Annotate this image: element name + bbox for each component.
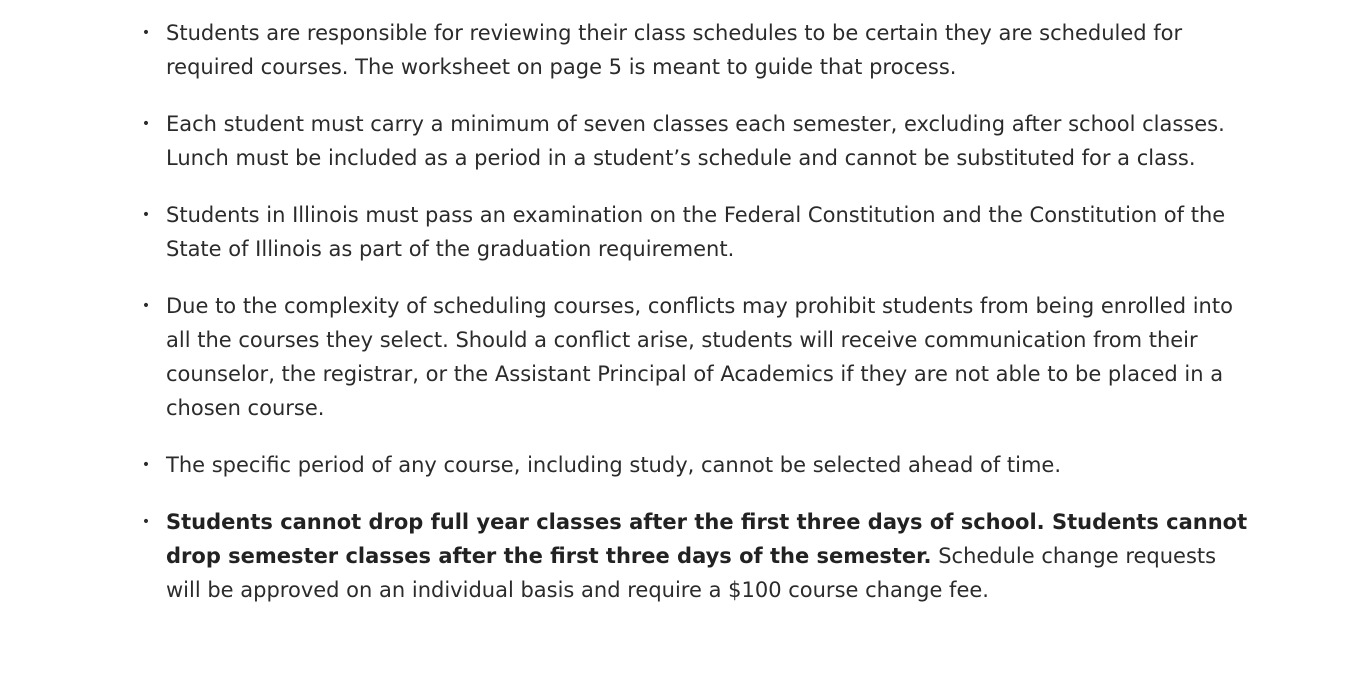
- bullet-icon: •: [141, 514, 151, 530]
- list-item: [140, 289, 1254, 425]
- scheduling-rules-list: [140, 16, 1254, 630]
- list-item-text: Each student must carry a minimum of seven classes each semester, excluding after school classes. Lunch must be included as a period in a student’s schedule and cannot be substituted for a class.: [166, 112, 1225, 170]
- list-item: [140, 16, 1254, 84]
- bullet-icon: •: [141, 116, 151, 132]
- list-item: [140, 107, 1254, 175]
- bullet-icon: •: [141, 25, 151, 41]
- list-item-text: Due to the complexity of scheduling courses, conflicts may prohibit students from being enrolled into all the courses they select. Should a conflict arise, students will receive communication from their counselor, the registrar, or the Assistant Principal of Academics if they are not able to be placed in a chosen course.: [166, 294, 1233, 420]
- bullet-icon: •: [141, 457, 151, 473]
- bullet-icon: •: [141, 298, 151, 314]
- drop-policy-emphasis: Students cannot drop full year classes after the first three days of school. Students cannot drop semester classes after the first three days of the semester.: [166, 510, 1248, 568]
- list-item-text: The specific period of any course, including study, cannot be selected ahead of time.: [166, 453, 1062, 477]
- list-item: [140, 505, 1254, 607]
- list-item-text: Schedule change requests will be approved on an individual basis and require a $100 course change fee.: [166, 544, 1217, 602]
- list-item-text: Students are responsible for reviewing their class schedules to be certain they are scheduled for required courses. The worksheet on page 5 is meant to guide that process.: [166, 21, 1183, 79]
- bullet-icon: •: [141, 207, 151, 223]
- list-item: [140, 198, 1254, 266]
- list-item: [140, 448, 1254, 482]
- list-item-text: Students in Illinois must pass an examination on the Federal Constitution and the Constitution of the State of Illinois as part of the graduation requirement.: [166, 203, 1226, 261]
